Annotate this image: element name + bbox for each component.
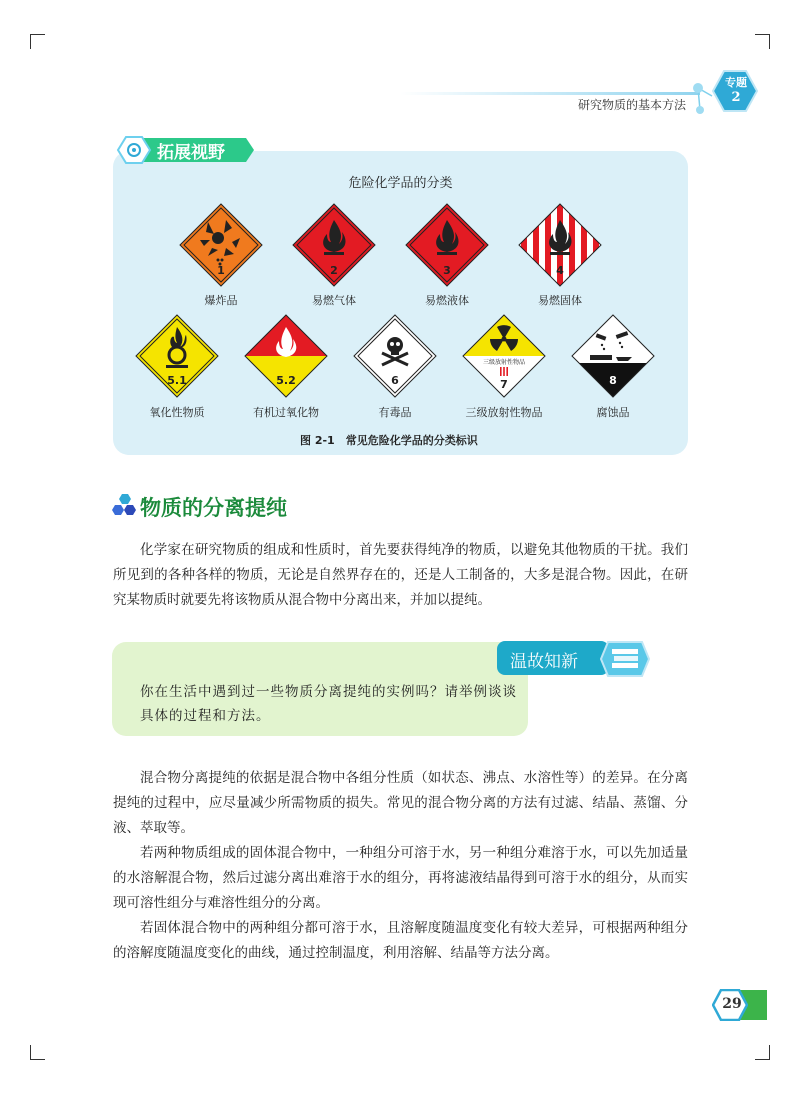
sign-label-organic-peroxide: 有机过氧化物 [253, 406, 319, 419]
paragraph-intro: 化学家在研究物质的组成和性质时，首先要获得纯净的物质，以避免其他物质的干扰。我们所见到的各种各样的物质，无论是自然界存在的，还是人工制备的，大多是混合物。因此，在研究某物质时就要先将该物质从混合物中分离出来，并加以提纯。 [113, 542, 688, 608]
organic-peroxide-sign-icon [243, 313, 329, 399]
figure-caption: 图 2-1 常见危险化学品的分类标识 [300, 434, 478, 447]
hexagon-cluster-icon [112, 493, 138, 517]
sign-number-2: 2 [330, 264, 338, 277]
books-stack-icon [600, 641, 650, 677]
review-tab-label: 温故知新 [510, 652, 578, 672]
panel-title: 危险化学品的分类 [348, 176, 453, 191]
sign-number-3: 3 [443, 264, 451, 277]
paragraph-filtration-method: 若两种物质组成的固体混合物中，一种组分可溶于水，另一种组分难溶于水，可以先加适量的水溶解混合物，然后过滤分离出难溶于水的组分，再将滤液结晶得到可溶于水的组分，从而实现可溶性组分与难溶性组分的分离。 [113, 845, 688, 911]
flammable-gas-sign-icon [291, 202, 377, 288]
header-rule [400, 92, 700, 95]
sign-number-5-2: 5.2 [276, 374, 296, 387]
chapter-label: 专题 [725, 76, 747, 89]
toxic-sign-icon [352, 313, 438, 399]
page-number: 29 [722, 996, 742, 1012]
running-title: 研究物质的基本方法 [578, 98, 687, 112]
radioactive-sign-icon [461, 313, 547, 399]
sign-number-7: 7 [500, 378, 508, 391]
extension-tab-label: 拓展视野 [157, 143, 225, 163]
paragraph-crystallization-method: 若固体混合物中的两种组分都可溶于水，且溶解度随温度变化有较大差异，可根据两种组分的溶解度随温度变化的曲线，通过控制温度，利用溶解、结晶等方法分离。 [113, 920, 688, 961]
sign-number-1: 1 [217, 264, 225, 277]
review-question: 你在生活中遇到过一些物质分离提纯的实例吗？请举例谈谈具体的过程和方法。 [140, 684, 517, 724]
sign-label-flammable-liquid: 易燃液体 [425, 294, 469, 307]
paragraph-separation-basis: 混合物分离提纯的依据是混合物中各组分性质（如状态、沸点、水溶性等）的差异。在分离提纯的过程中，应尽量减少所需物质的损失。常见的混合物分离的方法有过滤、结晶、蒸馏、分液、萃取等。 [113, 770, 688, 836]
crop-mark-bottom-left [30, 1045, 45, 1060]
radioactive-inner-label: 三级放射性物品 [482, 359, 526, 366]
sign-number-8: 8 [609, 374, 617, 387]
sign-label-oxidizer: 氧化性物质 [149, 406, 205, 419]
explosive-sign-icon [178, 202, 264, 288]
sign-number-6: 6 [391, 374, 399, 387]
flammable-solid-sign-icon [517, 202, 603, 288]
sign-number-4: 4 [556, 264, 564, 277]
molecule-decoration-icon [688, 78, 718, 118]
sign-label-flammable-gas: 易燃气体 [312, 294, 356, 307]
chapter-number: 2 [731, 90, 741, 105]
flammable-liquid-sign-icon [404, 202, 490, 288]
sign-number-5-1: 5.1 [167, 374, 187, 387]
sign-label-flammable-solid: 易燃固体 [538, 294, 582, 307]
sign-label-corrosive: 腐蚀品 [596, 406, 630, 419]
sign-label-radioactive: 三级放射性物品 [465, 406, 543, 419]
section-title: 物质的分离提纯 [140, 496, 287, 520]
oxidizer-sign-icon [134, 313, 220, 399]
sign-label-explosive: 爆炸品 [204, 294, 238, 307]
crop-mark-top-left [30, 34, 45, 49]
crop-mark-bottom-right [755, 1045, 770, 1060]
corrosive-sign-icon [570, 313, 656, 399]
sign-label-toxic: 有毒品 [378, 406, 412, 419]
crop-mark-top-right [755, 34, 770, 49]
